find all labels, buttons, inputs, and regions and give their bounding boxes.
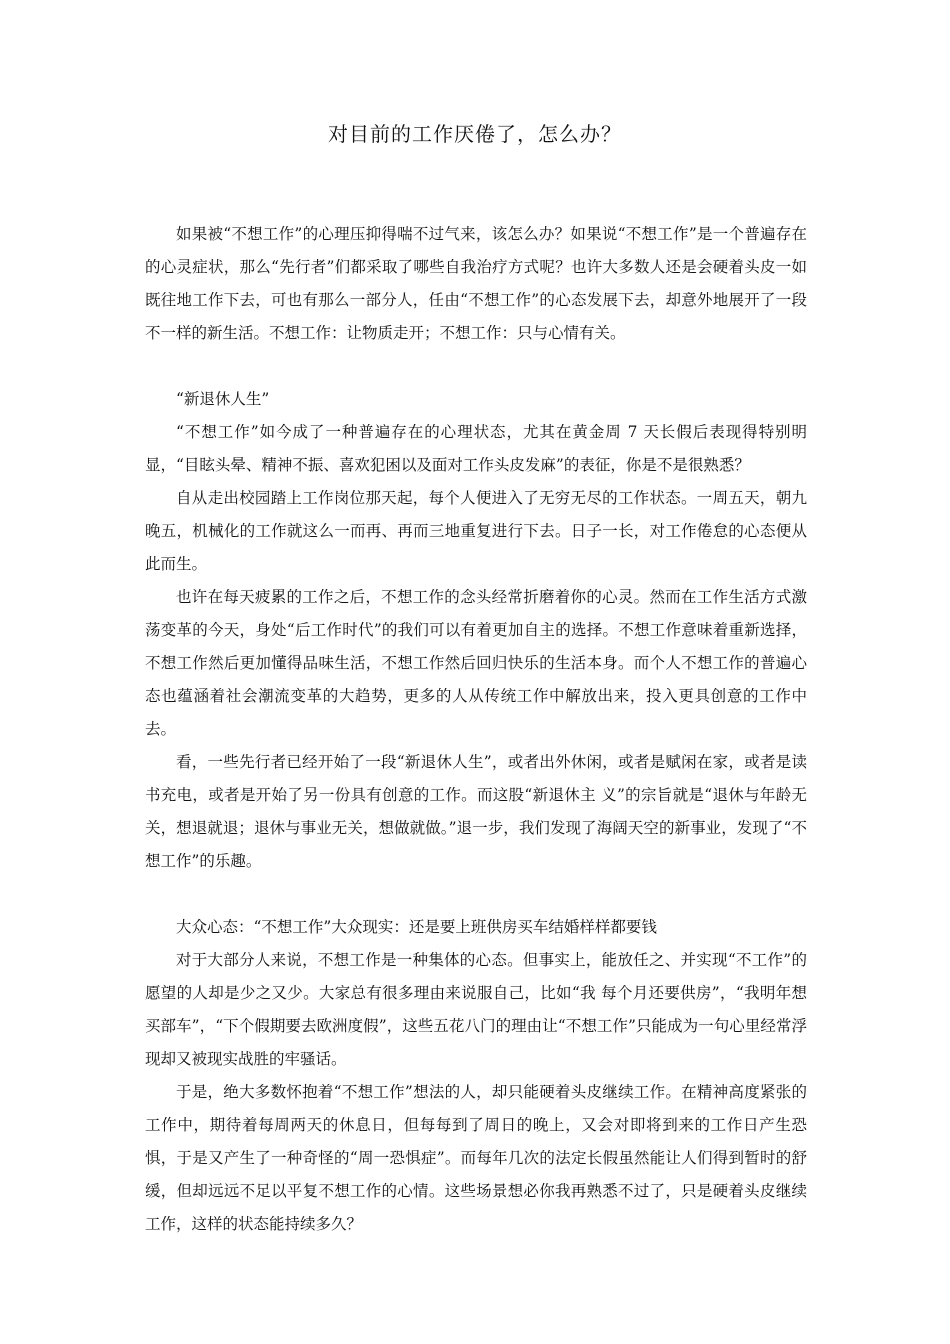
section1-paragraph-1: “不想工作”如今成了一种普遍存在的心理状态，尤其在黄金周 7 天长假后表现得特别明显，“目眩头晕、精神不振、喜欢犯困以及面对工作头皮发麻”的表征，你是不是很熟悉？ <box>145 423 807 474</box>
section2-heading: 大众心态：“不想工作”大众现实：还是要上班供房买车结婚样样都要钱 <box>176 918 657 936</box>
section2-paragraph-2: 于是，绝大多数怀抱着“不想工作”想法的人，却只能硬着头皮继续工作。在精神高度紧张的工作中，期待着每周两天的休息日，但每每到了周日的晚上，又会对即将到来的工作日产生恐惧，于是又产生了一种奇怪的“周一恐惧症”。而每年几次的法定长假虽然能让人们得到暂时的舒缓，但却远远不足以平复不想工作的心情。这些场景想必你我再熟悉不过了，只是硬着头皮继续工作，这样的状态能持续多久？ <box>145 1083 807 1233</box>
document-body <box>145 218 807 1241</box>
section1-paragraph-4: 看，一些先行者已经开始了一段“新退休人生”，或者出外休闲，或者是赋闲在家，或者是读书充电，或者是开始了另一份具有创意的工作。而这股“新退休主 义”的宗旨就是“退休与年龄无关，想退就退；退休与事业无关，想做就做。”退一步，我们发现了海阔天空的新事业，发现了“不想工作”的乐趣。 <box>145 753 807 870</box>
section-spacer <box>145 350 807 383</box>
section1-paragraph-2: 自从走出校园踏上工作岗位那天起，每个人便进入了无穷无尽的工作状态。一周五天，朝九晚五，机械化的工作就这么一而再、再而三地重复进行下去。日子一长，对工作倦怠的心态便从此而生。 <box>145 489 807 573</box>
section2-paragraph-1: 对于大部分人来说，不想工作是一种集体的心态。但事实上，能放任之、并实现“不工作”的愿望的人却是少之又少。大家总有很多理由来说服自己，比如“我 每个月还要供房”，“我明年想买部车”，“下个假期要去欧洲度假”，这些五花八门的理由让“不想工作”只能成为一句心里经常浮现却又被现实战胜的牢骚话。 <box>145 951 807 1068</box>
section1-heading: “新退休人生” <box>176 390 270 408</box>
document-title: 对目前的工作厌倦了，怎么办？ <box>328 122 622 146</box>
section-spacer <box>145 878 807 911</box>
intro-paragraph: 如果被“不想工作”的心理压抑得喘不过气来，该怎么办？如果说“不想工作”是一个普遍存在的心灵症状，那么“先行者”们都采取了哪些自我治疗方式呢？也许大多数人还是会硬着头皮一如既往地工作下去，可也有那么一部分人，任由“不想工作”的心态发展下去，却意外地展开了一段不一样的新生活。不想工作：让物质走开；不想工作：只与心情有关。 <box>145 225 807 342</box>
section1-paragraph-3: 也许在每天疲累的工作之后，不想工作的念头经常折磨着你的心灵。然而在工作生活方式激荡变革的今天，身处“后工作时代”的我们可以有着更加自主的选择。不想工作意味着重新选择，不想工作然后更加懂得品味生活，不想工作然后回归快乐的生活本身。而个人不想工作的普遍心态也蕴涵着社会潮流变革的大趋势，更多的人从传统工作中解放出来，投入更具创意的工作中去。 <box>145 588 807 738</box>
